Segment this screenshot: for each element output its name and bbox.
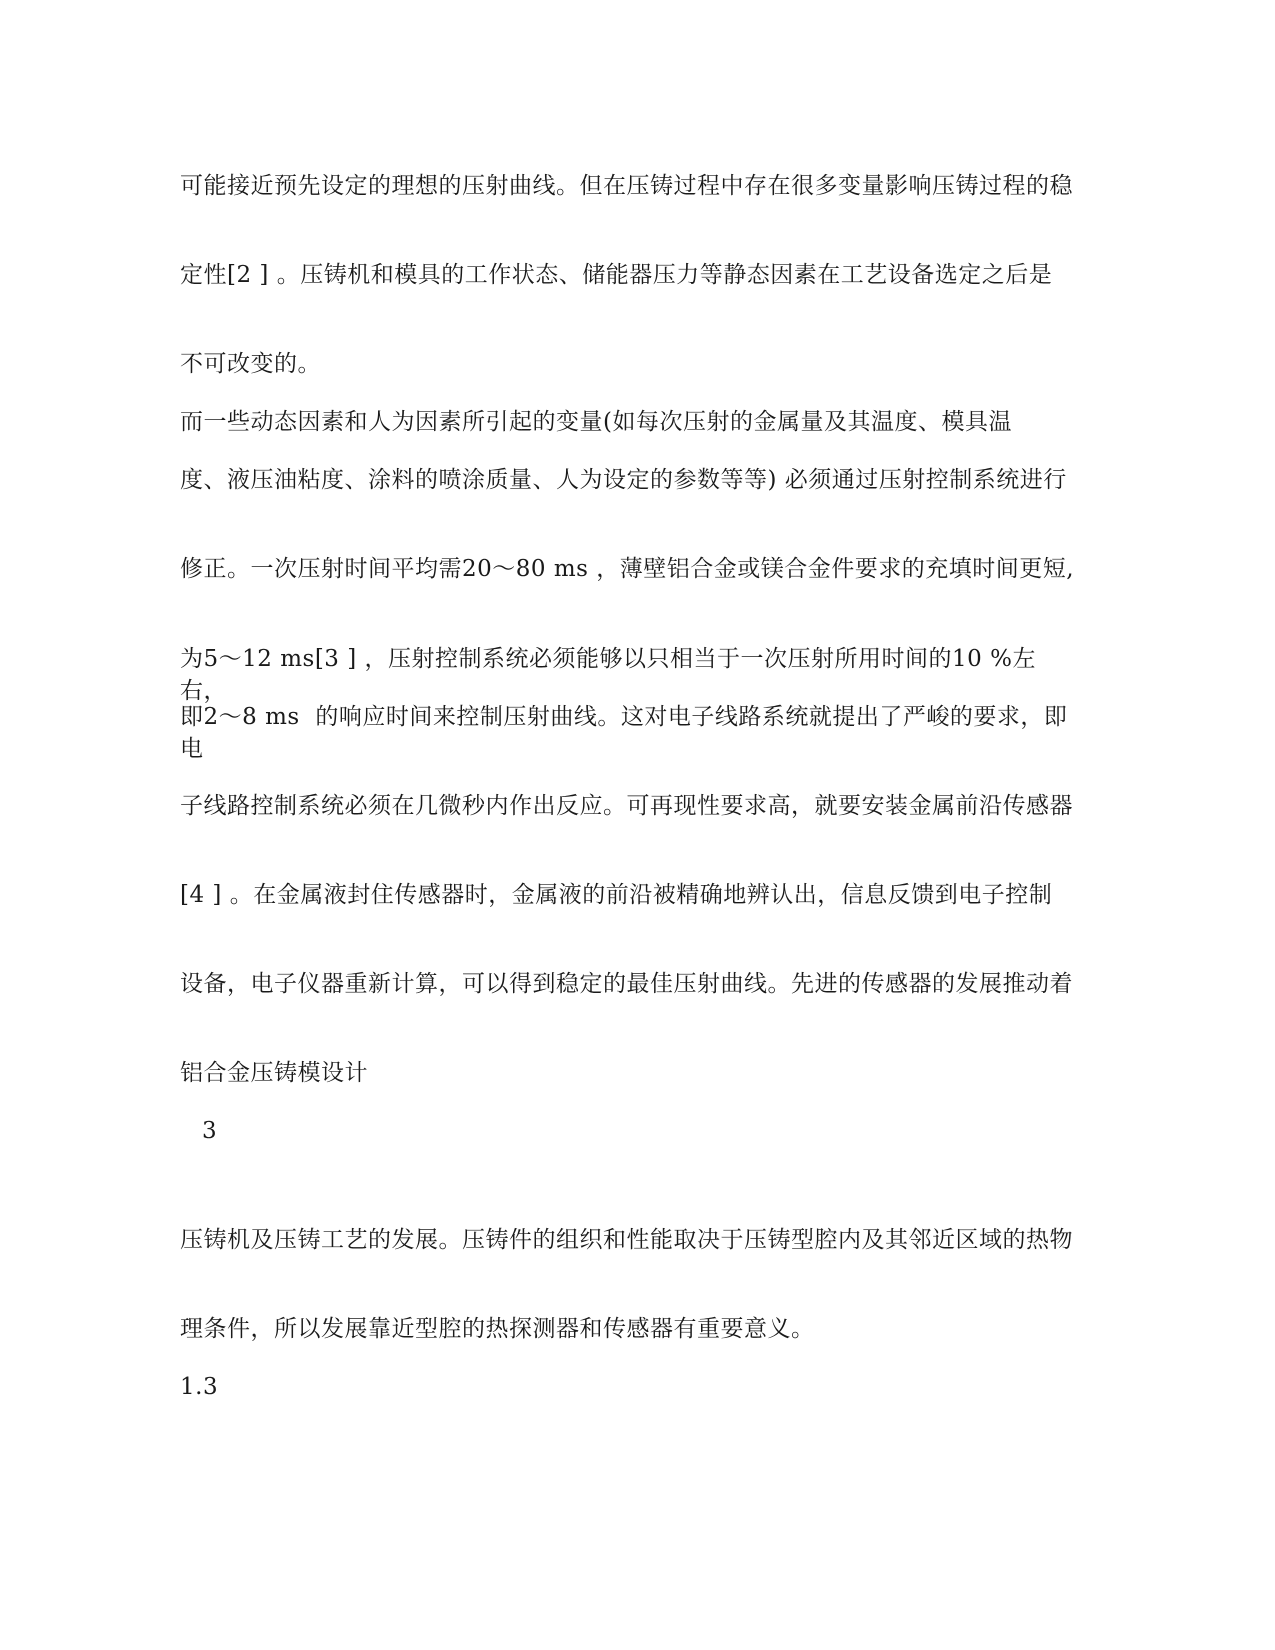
paragraph-line-1: 可能接近预先设定的理想的压射曲线。但在压铸过程中存在很多变量影响压铸过程的稳 — [180, 173, 1073, 199]
section-number: 1.3 — [180, 1374, 219, 1400]
paragraph-line-10: [4 ] 。在金属液封住传感器时，金属液的前沿被精确地辨认出，信息反馈到电子控制 — [180, 882, 1053, 908]
paragraph-line-2: 定性[2 ] 。压铸机和模具的工作状态、储能器压力等静态因素在工艺设备选定之后是 — [180, 262, 1053, 288]
paragraph-line-7: 为5～12 ms[3 ] ，压射控制系统必须能够以只相当于一次压射所用时间的10 %左右， — [180, 646, 1036, 704]
paragraph-line-11: 设备，电子仪器重新计算，可以得到稳定的最佳压射曲线。先进的传感器的发展推动着 — [180, 971, 1073, 997]
paragraph-line-12: 压铸机及压铸工艺的发展。压铸件的组织和性能取决于压铸型腔内及其邻近区域的热物 — [180, 1227, 1073, 1253]
paragraph-line-6: 修正。一次压射时间平均需20～80 ms ，薄壁铝合金或镁合金件要求的充填时间更短, — [180, 556, 1075, 582]
paragraph-line-8: 即2～8 ms 的响应时间来控制压射曲线。这对电子线路系统就提出了严峻的要求，即电 — [180, 704, 1068, 762]
page-number: 3 — [202, 1118, 218, 1144]
paragraph-line-9: 子线路控制系统必须在几微秒内作出反应。可再现性要求高，就要安装金属前沿传感器 — [180, 793, 1073, 819]
paragraph-line-5: 度、液压油粘度、涂料的喷涂质量、人为设定的参数等等) 必须通过压射控制系统进行 — [180, 467, 1067, 493]
running-header: 铝合金压铸模设计 — [180, 1060, 368, 1086]
paragraph-line-3: 不可改变的。 — [180, 351, 321, 377]
paragraph-line-4: 而一些动态因素和人为因素所引起的变量(如每次压射的金属量及其温度、模具温 — [180, 409, 1012, 435]
paragraph-line-13: 理条件，所以发展靠近型腔的热探测器和传感器有重要意义。 — [180, 1316, 815, 1342]
